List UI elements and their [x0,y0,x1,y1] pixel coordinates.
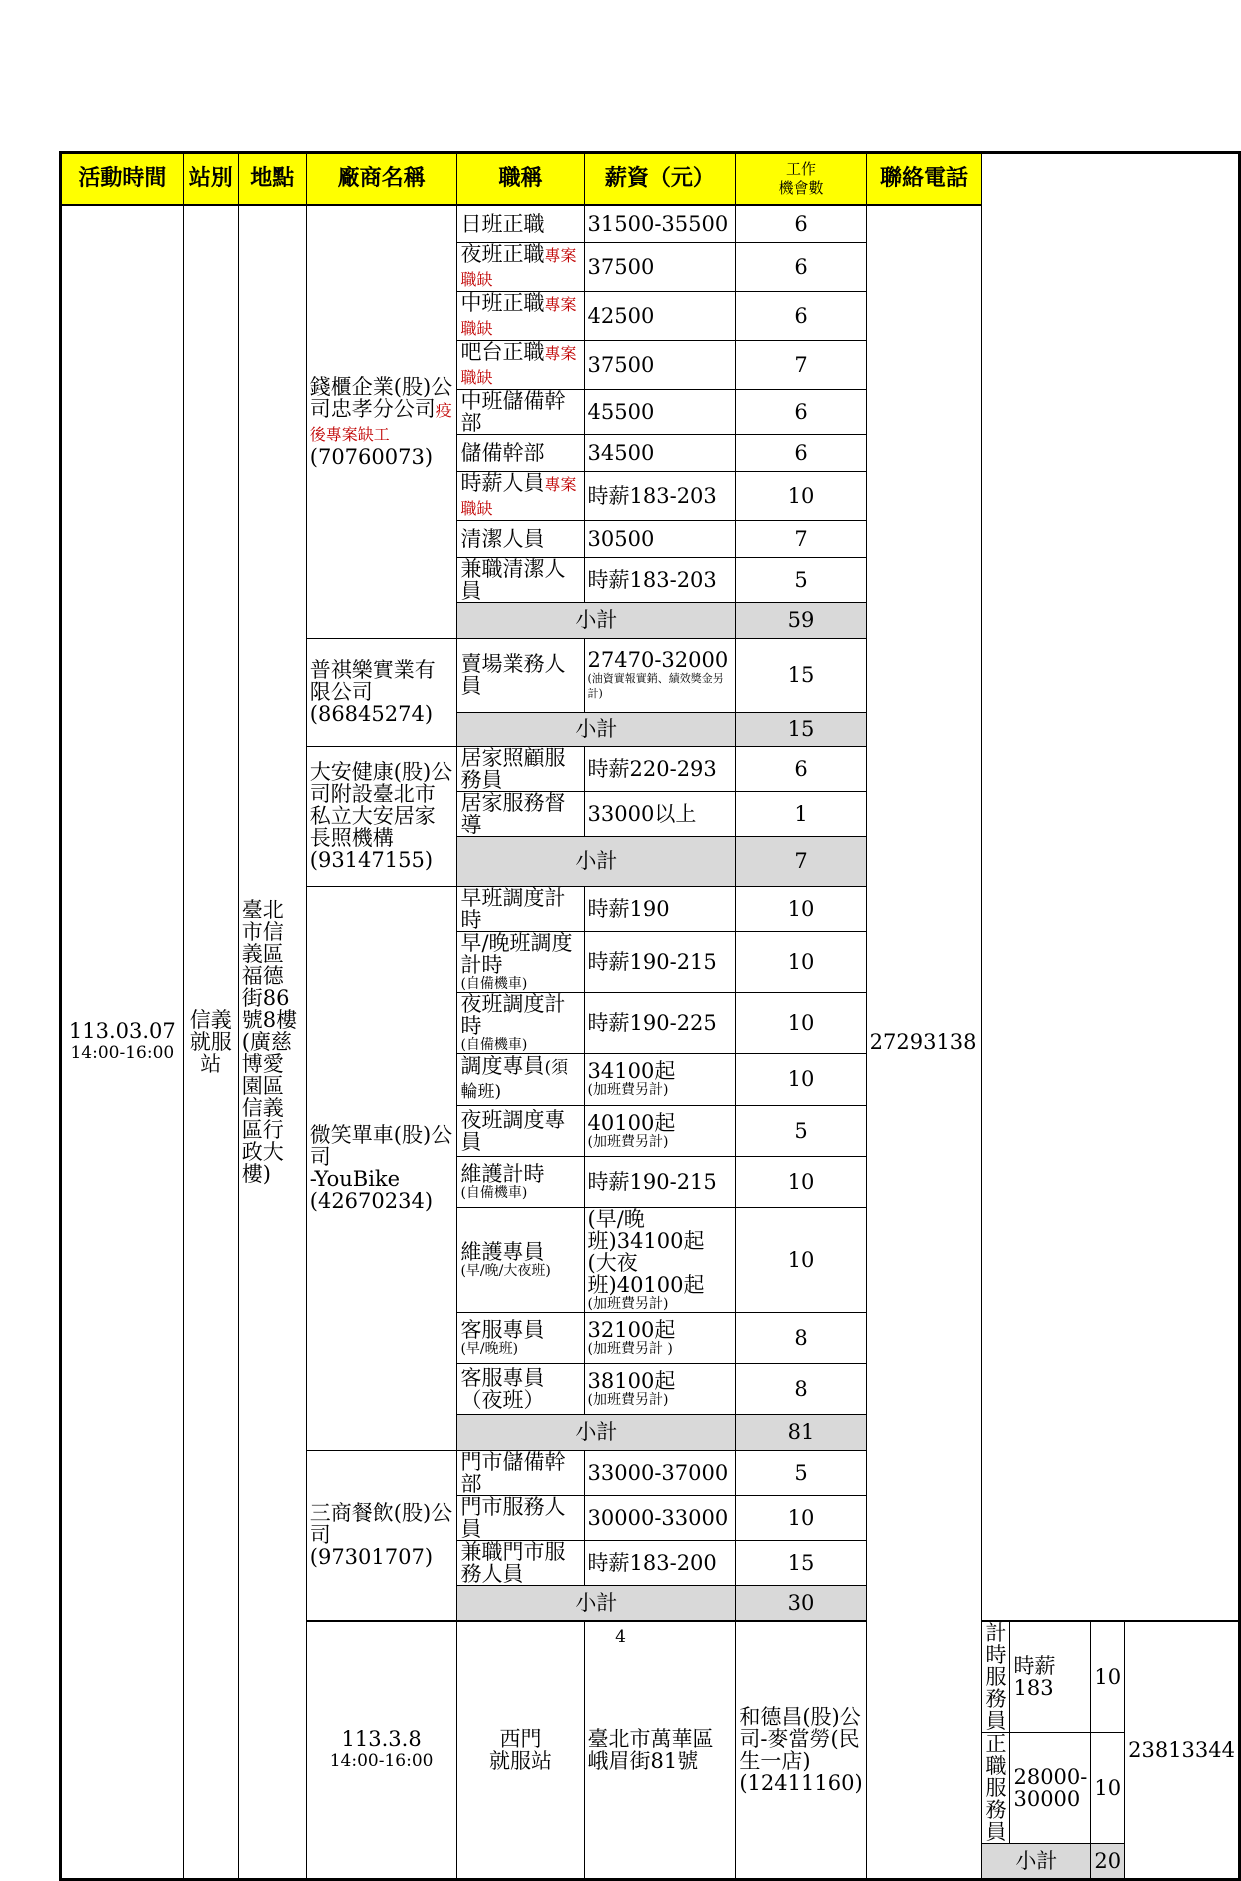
job-count: 8 [736,1312,866,1363]
job-salary: 時薪220-293 [584,746,736,791]
job-title: 客服專員（夜班） [457,1363,584,1414]
job-salary: 時薪190-215 [584,1156,736,1207]
job-salary: 27470-32000 (油資實報實銷、績效獎金另計) [584,638,736,712]
job-title: 早/晚班調度計時 (自備機車) [457,931,584,992]
job-title: 維護專員 (早/晚/大夜班) [457,1207,584,1312]
job-salary: 時薪183-203 [584,471,736,520]
job-count: 10 [736,1156,866,1207]
vendor-name-cell: 普祺樂實業有限公司 (86845274) [306,638,457,746]
subtotal-value: 59 [736,602,866,638]
job-title: 儲備幹部 [457,434,584,471]
job-count: 10 [736,1495,866,1540]
job-count: 6 [736,746,866,791]
job-title: 時薪人員專案職缺 [457,471,584,520]
job-count: 1 [736,791,866,836]
job-salary: 時薪183-200 [584,1540,736,1585]
job-title: 夜班調度專員 [457,1105,584,1156]
header-title: 職稱 [457,153,584,206]
job-count: 10 [736,886,866,931]
event1-phone-cell: 27293138 [866,205,982,1880]
job-salary: 45500 [584,389,736,434]
vendor-name-cell: 三商餐飲(股)公司 (97301707) [306,1450,457,1621]
event2-location-cell: 臺北市萬華區峨眉街81號 [584,1621,736,1880]
event2-time-cell: 113.3.8 14:00-16:00 [306,1621,457,1880]
vendor-name-cell: 錢櫃企業(股)公司忠孝分公司疫後專案缺工 (70760073) [306,205,457,638]
job-count: 6 [736,291,866,340]
subtotal-label: 小計 [457,1585,736,1621]
vendor-name-cell: 微笑單車(股)公司 -YouBike (42670234) [306,886,457,1450]
header-vendor: 廠商名稱 [306,153,457,206]
job-title: 賣場業務人員 [457,638,584,712]
job-salary: 34500 [584,434,736,471]
event1-location-cell: 臺北市信義區福德街86號8樓(廣慈博愛園區信義區行政大樓) [238,205,306,1880]
job-count: 7 [736,340,866,389]
job-salary: 時薪183 [1010,1621,1091,1733]
job-title: 居家照顧服務員 [457,746,584,791]
job-title: 中班正職專案職缺 [457,291,584,340]
job-salary: 30000-33000 [584,1495,736,1540]
job-count: 6 [736,205,866,242]
subtotal-value: 7 [736,836,866,886]
job-count: 10 [736,1053,866,1105]
job-count: 6 [736,389,866,434]
job-salary: 37500 [584,242,736,291]
subtotal-label: 小計 [457,712,736,746]
job-count: 8 [736,1363,866,1414]
job-salary: 40100起 (加班費另計) [584,1105,736,1156]
job-salary: 28000-30000 [1010,1733,1091,1844]
job-title: 吧台正職專案職缺 [457,340,584,389]
header-station: 站別 [183,153,238,206]
job-count: 10 [736,992,866,1053]
job-title: 早班調度計時 [457,886,584,931]
event2-phone-cell: 23813344 [1125,1621,1240,1880]
job-salary: 33000-37000 [584,1450,736,1495]
job-count: 10 [1091,1733,1125,1844]
job-count: 10 [1091,1621,1125,1733]
job-title: 調度專員(須輪班) [457,1053,584,1105]
subtotal-label: 小計 [982,1844,1091,1880]
job-count: 5 [736,1450,866,1495]
job-count: 15 [736,1540,866,1585]
event1-station-cell: 信義 就服站 [183,205,238,1880]
job-title: 中班儲備幹部 [457,389,584,434]
header-location: 地點 [238,153,306,206]
job-salary: 42500 [584,291,736,340]
vendor-name-cell: 大安健康(股)公司附設臺北市私立大安居家長照機構 (93147155) [306,746,457,886]
job-salary: 31500-35500 [584,205,736,242]
job-count: 7 [736,520,866,557]
event1-time-cell: 113.03.07 14:00-16:00 [61,205,184,1880]
job-title: 夜班正職專案職缺 [457,242,584,291]
job-title: 兼職清潔人員 [457,557,584,602]
job-salary: 33000以上 [584,791,736,836]
job-salary: (早/晚班)34100起 (大夜班)40100起 (加班費另計) [584,1207,736,1312]
job-fair-table [59,151,1241,1881]
subtotal-value: 30 [736,1585,866,1621]
job-salary: 時薪190-225 [584,992,736,1053]
job-title: 客服專員 (早/晚班) [457,1312,584,1363]
header-phone: 聯絡電話 [866,153,982,206]
job-salary: 34100起 (加班費另計) [584,1053,736,1105]
job-salary: 37500 [584,340,736,389]
subtotal-label: 小計 [457,602,736,638]
header-salary: 薪資（元） [584,153,736,206]
job-title: 門市儲備幹部 [457,1450,584,1495]
subtotal-value: 20 [1091,1844,1125,1880]
subtotal-value: 15 [736,712,866,746]
event2-station-cell: 西門 就服站 [457,1621,584,1880]
header-row [61,153,1240,206]
job-title: 夜班調度計時 (自備機車) [457,992,584,1053]
subtotal-label: 小計 [457,1414,736,1450]
job-count: 6 [736,434,866,471]
job-count: 10 [736,1207,866,1312]
subtotal-label: 小計 [457,836,736,886]
job-title: 兼職門市服務人員 [457,1540,584,1585]
job-salary: 時薪190-215 [584,931,736,992]
job-count: 6 [736,242,866,291]
header-jobs: 工作 機會數 [736,153,866,206]
job-count: 5 [736,557,866,602]
job-title: 維護計時 (自備機車) [457,1156,584,1207]
job-count: 5 [736,1105,866,1156]
job-salary: 32100起 (加班費另計 ) [584,1312,736,1363]
page-number: 4 [615,1627,626,1647]
job-title: 居家服務督導 [457,791,584,836]
vendor-name-cell: 和德昌(股)公司-麥當勞(民生一店) (12411160) [736,1621,866,1880]
table-row [61,205,1240,242]
job-salary: 30500 [584,520,736,557]
job-title: 計時服務員 [982,1621,1010,1733]
job-count: 10 [736,471,866,520]
job-salary: 時薪190 [584,886,736,931]
job-salary: 時薪183-203 [584,557,736,602]
job-title: 清潔人員 [457,520,584,557]
job-count: 15 [736,638,866,712]
header-time: 活動時間 [61,153,184,206]
job-title: 正職服務員 [982,1733,1010,1844]
job-salary: 38100起 (加班費另計) [584,1363,736,1414]
subtotal-value: 81 [736,1414,866,1450]
job-title: 門市服務人員 [457,1495,584,1540]
job-count: 10 [736,931,866,992]
job-title: 日班正職 [457,205,584,242]
